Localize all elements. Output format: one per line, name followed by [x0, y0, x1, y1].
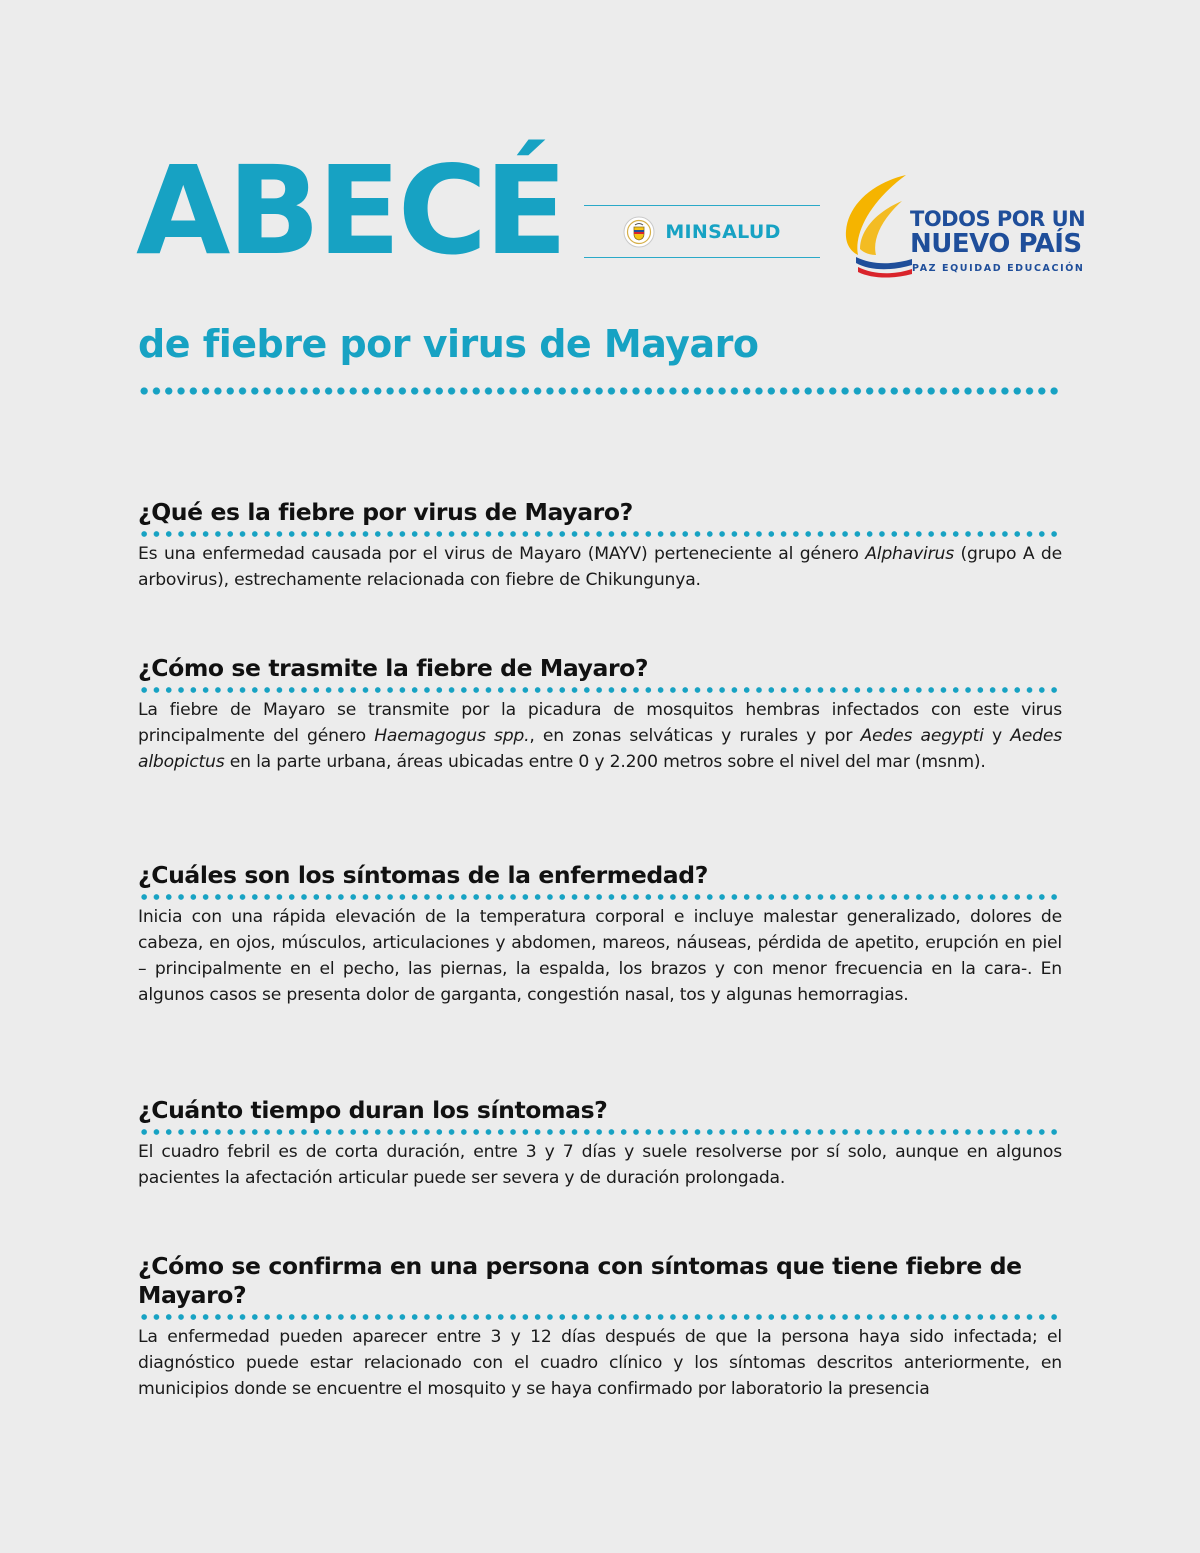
flag-swoosh-icon — [842, 173, 912, 278]
faq-question: ¿Cuáles son los síntomas de la enfermedad? — [138, 861, 708, 889]
answer-text: (grupo A de arbovirus), estrechamente relacionada con fiebre de Chikungunya. — [138, 544, 1063, 590]
dotted-divider — [138, 1127, 1062, 1137]
faq-section-what-is — [138, 498, 1062, 593]
dotted-divider — [138, 385, 1062, 397]
faq-answer — [138, 697, 1062, 775]
todos-por-un-nuevo-pais-logo — [842, 173, 1086, 278]
answer-text: La fiebre de Mayaro se transmite por la picadura de mosquitos hembras infectados con este virus principalmente del género — [138, 700, 1062, 746]
answer-text: en la parte urbana, áreas ubicadas entre 0 y 2.200 metros sobre el nivel del mar (msnm). — [224, 752, 986, 772]
page-title: ABECÉ — [136, 140, 565, 282]
answer-italic-text: Alphavirus — [865, 544, 954, 564]
dotted-divider — [138, 529, 1062, 539]
faq-question: ¿Cómo se confirma en una persona con síntomas que tiene fiebre de Mayaro? — [138, 1252, 1022, 1309]
answer-text: y — [983, 726, 1011, 746]
answer-italic-text: Haemagogus spp. — [374, 726, 530, 746]
answer-italic-text: Aedes albopictus — [138, 726, 1062, 772]
answer-italic-text: Aedes aegypti — [860, 726, 984, 746]
minsalud-logo — [584, 205, 820, 258]
faq-answer: La enfermedad pueden aparecer entre 3 y 12 días después de que la persona haya sido infectada; el diagnóstico puede estar relacionado con el cuadro clínico y los síntomas descritos anteriormente, en municipios donde se encuentre el mosquito y se haya confirmado por laboratorio la presencia — [138, 1327, 1062, 1399]
faq-answer — [138, 541, 1062, 593]
answer-text: , en zonas selváticas y rurales y por — [529, 726, 861, 746]
faq-answer: El cuadro febril es de corta duración, entre 3 y 7 días y suele resolverse por sí solo, aunque en algunos pacientes la afectación articular puede ser severa y de duración prolongada. — [138, 1142, 1062, 1188]
gov-slogan-line2: NUEVO PAÍS — [910, 229, 1082, 259]
coat-of-arms-icon — [623, 216, 655, 248]
gov-slogan-line3: PAZ EQUIDAD EDUCACIÓN — [912, 263, 1085, 274]
faq-answer: Inicia con una rápida elevación de la temperatura corporal e incluye malestar generalizado, dolores de cabeza, en ojos, músculos, articulaciones y abdomen, mareos, náuseas, pérdida de apetito, erupción en piel – principalmente en el pecho, las piernas, la espalda, los brazos y con menor frecuencia en la cara-. En algunos casos se presenta dolor de garganta, congestión nasal, tos y algunas hemorragias. — [138, 907, 1062, 1005]
faq-question: ¿Cuánto tiempo duran los síntomas? — [138, 1096, 608, 1124]
faq-question: ¿Cómo se trasmite la fiebre de Mayaro? — [138, 654, 649, 682]
gov-slogan-line1: TODOS POR UN — [910, 207, 1086, 231]
answer-text: Es una enfermedad causada por el virus de Mayaro (MAYV) perteneciente al género — [138, 544, 866, 564]
dotted-divider — [138, 892, 1062, 902]
faq-section-symptoms — [138, 861, 1062, 1008]
faq-section-duration — [138, 1096, 1062, 1191]
faq-question: ¿Qué es la fiebre por virus de Mayaro? — [138, 498, 633, 526]
faq-section-transmission — [138, 654, 1062, 775]
page-subtitle: de fiebre por virus de Mayaro — [138, 322, 759, 366]
dotted-divider — [138, 685, 1062, 695]
minsalud-label: MINSALUD — [665, 220, 781, 243]
faq-section-confirmation — [138, 1252, 1062, 1402]
dotted-divider — [138, 1312, 1062, 1322]
